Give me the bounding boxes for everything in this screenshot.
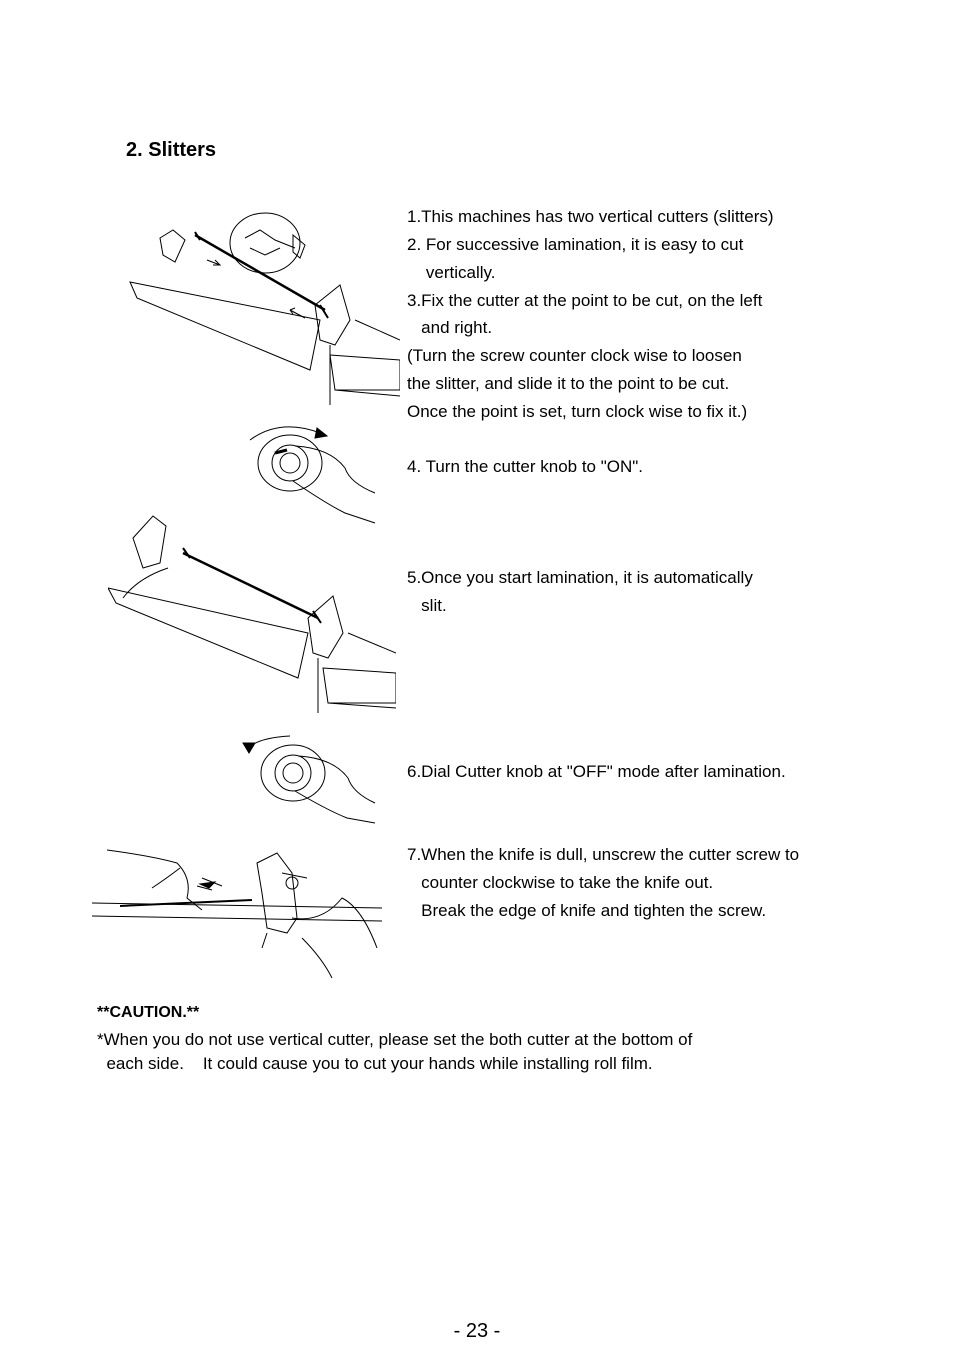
step-5-cont: slit.	[407, 596, 447, 615]
step-7-cont-1: counter clockwise to take the knife out.	[407, 873, 714, 892]
caution-line-2: each side. It could cause you to cut your hands while installing roll film.	[97, 1054, 653, 1073]
knife-replacement-illustration	[92, 838, 387, 983]
step-6-line: 6.Dial Cutter knob at "OFF" mode after lamination.	[407, 762, 786, 781]
step-3-note-2: the slitter, and slide it to the point to be cut.	[407, 374, 730, 393]
section-title: 2. Slitters	[126, 139, 217, 161]
step-2-line: 2. For successive lamination, it is easy to cut	[407, 235, 744, 254]
step-3-cont: and right.	[407, 318, 493, 337]
step-4-line: 4. Turn the cutter knob to "ON".	[407, 457, 644, 476]
step-3-note-1: (Turn the screw counter clock wise to loosen	[407, 346, 742, 365]
step-7-cont-2: Break the edge of knife and tighten the screw.	[407, 901, 767, 920]
laminator-slitter-illustration	[125, 210, 400, 410]
caution-heading: **CAUTION.**	[97, 1004, 200, 1021]
laminator-slitting-illustration	[108, 508, 396, 718]
step-3-note-3: Once the point is set, turn clock wise to fix it.)	[407, 402, 748, 421]
caution-line-1: *When you do not use vertical cutter, please set the both cutter at the bottom of	[97, 1030, 693, 1049]
step-1-line: 1.This machines has two vertical cutters (slitters)	[407, 207, 774, 226]
step-7-line: 7.When the knife is dull, unscrew the cutter screw to	[407, 845, 800, 864]
caution-text	[97, 1028, 692, 1076]
cutter-knob-off-illustration	[235, 728, 385, 828]
step-5-line: 5.Once you start lamination, it is automatically	[407, 568, 753, 587]
step-3-line: 3.Fix the cutter at the point to be cut, on the left	[407, 291, 763, 310]
page-number: - 23 -	[453, 1320, 501, 1342]
step-2-cont: vertically.	[407, 263, 496, 282]
